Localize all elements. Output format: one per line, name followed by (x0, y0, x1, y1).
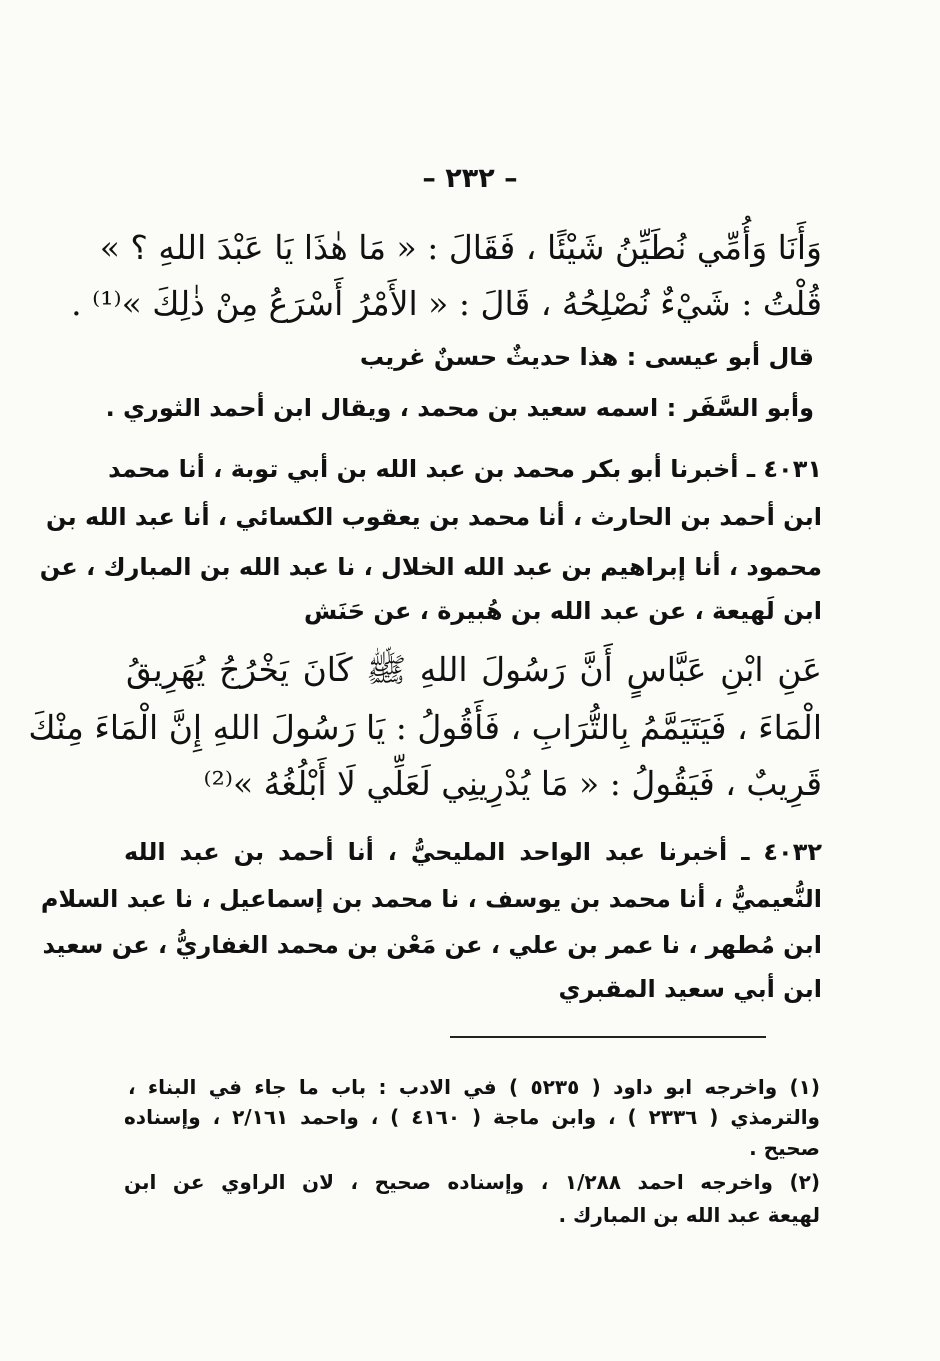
isnad-line: ابن مُطهر ، نا عمر بن علي ، عن مَعْن بن محمد الغفاريُّ ، عن سعيد (42, 931, 822, 959)
isnad-line: ابن أبي سعيد المقبري (558, 975, 822, 1003)
narrator-note: وأبو السَّفَر : اسمه سعيد بن محمد ، ويقال ابن أحمد الثوري . (105, 394, 814, 422)
isnad-line: ابن لَهيعة ، عن عبد الله بن هُبيرة ، عن حَنَش (304, 597, 822, 625)
hadith-text-line: قُلْتُ : شَيْءٌ نُصْلِحُهُ ، قَالَ : « الأَمْرُ أَسْرَعُ مِنْ ذٰلِكَ »⁽¹⁾ . (71, 284, 822, 323)
isnad-line: ٤٠٣٢ ـ أخبرنا عبد الواحد المليحيُّ ، أنا أحمد بن عبد الله (124, 838, 822, 866)
isnad-line: ابن أحمد بن الحارث ، أنا محمد بن يعقوب الكسائي ، أنا عبد الله بن (45, 503, 822, 531)
footnote-line: لهيعة عبد الله بن المبارك . (558, 1203, 820, 1227)
footnote-line: والترمذي ( ٢٣٣٦ ) ، وابن ماجة ( ٤١٦٠ ) ، واحمد ٢/١٦١ ، وإسناده (124, 1105, 820, 1129)
grading-note: قال أبو عيسى : هذا حديثٌ حسنٌ غريب (359, 343, 814, 371)
matn-line: قَرِيبٌ ، فَيَقُولُ : « مَا يُدْرِينِي لَعَلِّي لَا أَبْلُغُهُ »⁽²⁾ (203, 764, 822, 803)
isnad-line: النُّعيميُّ ، أنا محمد بن يوسف ، نا محمد بن إسماعيل ، نا عبد السلام (40, 885, 822, 913)
matn-line: عَنِ ابْنِ عَبَّاسٍ أَنَّ رَسُولَ اللهِ ﷺ كَانَ يَخْرُجُ يُهَرِيقُ (126, 650, 822, 689)
isnad-line: ٤٠٣١ ـ أخبرنا أبو بكر محمد بن عبد الله بن أبي توبة ، أنا محمد (108, 455, 822, 483)
footnote-separator (450, 1036, 766, 1038)
matn-line: الْمَاءَ ، فَيَتَيَمَّمُ بِالتُّرَابِ ، فَأَقُولُ : يَا رَسُولَ اللهِ إِنَّ الْمَاءَ مِنْكَ (28, 708, 822, 747)
footnote-line: (١) واخرجه ابو داود ( ٥٢٣٥ ) في الادب : باب ما جاء في البناء ، (128, 1075, 820, 1099)
footnote-line: (٢) واخرجه احمد ١/٢٨٨ ، وإسناده صحيح ، لان الراوي عن ابن (124, 1170, 821, 1194)
hadith-text-line: وَأَنَا وَأُمِّي نُطَيِّنُ شَيْئًا ، فَقَالَ : « مَا هٰذَا يَا عَبْدَ اللهِ ؟ » (99, 228, 822, 267)
footnote-line: صحيح . (749, 1136, 820, 1160)
isnad-line: محمود ، أنا إبراهيم بن عبد الله الخلال ، نا عبد الله بن المبارك ، عن (39, 553, 822, 581)
page-number: – ٢٣٢ – (422, 163, 518, 194)
